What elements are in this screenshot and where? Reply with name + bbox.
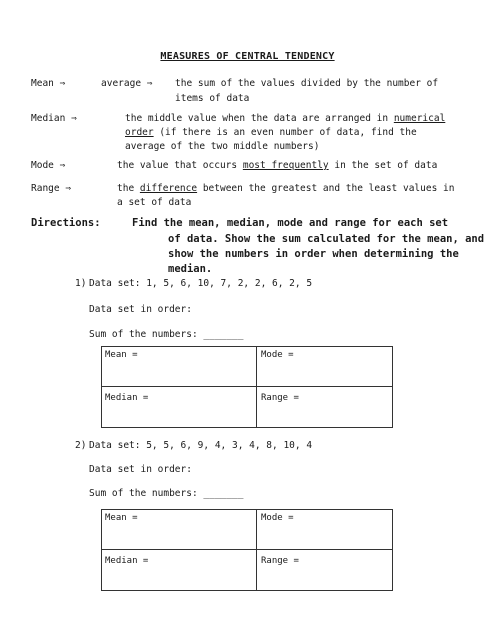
directions-line3: show the numbers in order when determining the: [168, 248, 459, 260]
median-def-underlined-order: order: [125, 127, 154, 138]
grid-divider: [256, 347, 257, 427]
mode-term-label: Mode: [31, 160, 54, 171]
mode-field[interactable]: Mode =: [261, 350, 294, 360]
problem-2-data-set: Data set: 5, 5, 6, 9, 4, 3, 4, 8, 10, 4: [89, 440, 313, 451]
mean-term-label: Mean: [31, 78, 54, 89]
median-field[interactable]: Median =: [105, 556, 149, 566]
mean-field[interactable]: Mean =: [105, 350, 138, 360]
median-def-text: (if there is an even number of data, find the: [153, 127, 417, 138]
directions-line2: of data. Show the sum calculated for the mean, and: [168, 233, 485, 245]
mean-term: [31, 76, 65, 92]
median-def-underlined: numerical: [393, 113, 446, 124]
arrow-icon: ⇒: [71, 113, 77, 124]
grid-divider: [102, 386, 392, 387]
mode-def-underlined: most frequently: [242, 160, 329, 171]
mode-field[interactable]: Mode =: [261, 513, 294, 523]
range-field[interactable]: Range =: [261, 393, 299, 403]
mode-def-text: the value that occurs: [117, 160, 243, 171]
page-title: MEASURES OF CENTRAL TENDENCY: [160, 51, 335, 62]
arrow-icon: ⇒: [146, 78, 153, 89]
problem-1-in-order: Data set in order:: [89, 304, 192, 315]
problem-1-sum: Sum of the numbers: _______: [89, 329, 244, 340]
problem-1-answer-box: [101, 346, 393, 428]
mode-term: [31, 158, 65, 174]
median-term: [31, 111, 77, 127]
range-definition-line2: a set of data: [117, 197, 192, 208]
mean-alias-label: average: [101, 78, 142, 89]
directions-label: Directions:: [31, 217, 101, 229]
grid-divider: [256, 510, 257, 590]
mean-definition-line1: the sum of the values divided by the number of: [175, 78, 439, 89]
median-def-text: the middle value when the data are arranged in: [125, 113, 394, 124]
range-def-text: the: [117, 183, 140, 194]
range-def-underlined: difference: [139, 183, 198, 194]
arrow-icon: ⇒: [59, 78, 66, 89]
problem-2-answer-box: [101, 509, 393, 591]
range-def-text: between the greatest and the least values in: [197, 183, 455, 194]
problem-2-in-order: Data set in order:: [89, 464, 192, 475]
range-term-label: Range: [31, 183, 60, 194]
arrow-icon: ⇒: [65, 183, 72, 194]
problem-1-number: 1): [75, 278, 87, 289]
median-definition-line3: average of the two middle numbers): [125, 141, 320, 152]
median-field[interactable]: Median =: [105, 393, 149, 403]
problem-1-data-set: Data set: 1, 5, 6, 10, 7, 2, 2, 6, 2, 5: [89, 278, 313, 289]
median-term-label: Median: [31, 113, 66, 124]
problem-2-sum: Sum of the numbers: _______: [89, 488, 244, 499]
directions-line4: median.: [168, 263, 213, 275]
problem-2-number: 2): [75, 440, 87, 451]
arrow-icon: ⇒: [59, 160, 66, 171]
mean-alias: [101, 76, 153, 92]
mean-field[interactable]: Mean =: [105, 513, 138, 523]
directions-line1: Find the mean, median, mode and range for each set: [132, 217, 449, 229]
grid-divider: [102, 549, 392, 550]
mode-def-text: in the set of data: [328, 160, 438, 171]
mean-definition-line2: items of data: [175, 93, 250, 104]
mode-definition: [117, 158, 437, 174]
range-field[interactable]: Range =: [261, 556, 299, 566]
range-term: [31, 181, 71, 197]
